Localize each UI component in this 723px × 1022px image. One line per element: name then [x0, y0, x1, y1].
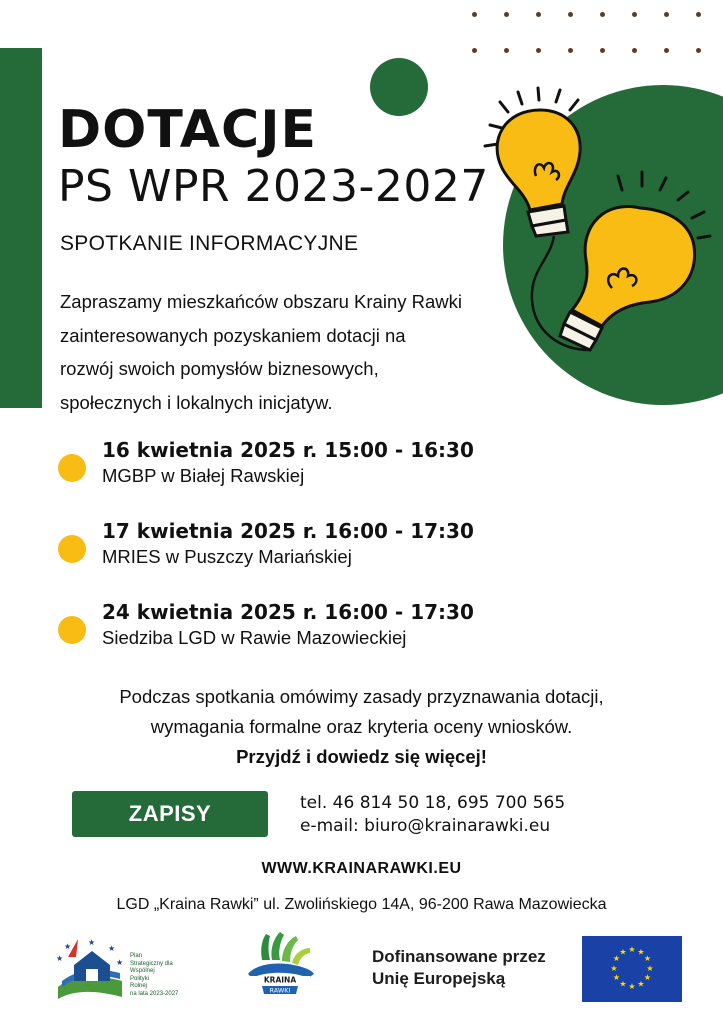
signup-button[interactable]: ZAPISY	[72, 791, 268, 837]
event-date: 16 kwietnia 2025 r. 15:00 - 16:30	[102, 438, 474, 462]
contact-info	[300, 792, 565, 838]
svg-text:★: ★	[628, 982, 636, 991]
svg-text:★: ★	[628, 945, 636, 954]
bullet-icon	[58, 535, 86, 563]
contact-email[interactable]: e-mail: biuro@krainarawki.eu	[300, 816, 551, 836]
event-place: Siedziba LGD w Rawie Mazowieckiej	[102, 627, 407, 648]
svg-text:★: ★	[643, 954, 652, 963]
bullet-icon	[58, 616, 86, 644]
svg-text:★: ★	[56, 954, 64, 963]
bullet-icon	[58, 454, 86, 482]
funding-line: Dofinansowane przez	[372, 947, 546, 966]
svg-text:★: ★	[64, 942, 72, 951]
svg-text:★: ★	[643, 973, 652, 982]
psp-wpr-logo-text: Plan Strategiczny dla Wspólnej Polityki Rolnej na lata 2023-2027	[130, 953, 179, 997]
event-date: 24 kwietnia 2025 r. 16:00 - 17:30	[102, 600, 474, 624]
decorative-circle-small	[370, 58, 428, 116]
intro-line: rozwój swoich pomysłów biznesowych,	[60, 358, 379, 379]
svg-text:★: ★	[108, 944, 116, 953]
page-title: DOTACJE	[58, 100, 318, 160]
kraina-logo-text-bottom: RAWKI	[269, 986, 291, 995]
eu-flag-icon	[582, 936, 682, 1002]
svg-text:★: ★	[612, 973, 621, 982]
summary-line: Podczas spotkania omówimy zasady przyznawania dotacji,	[119, 686, 604, 707]
meeting-type-label: SPOTKANIE INFORMACYJNE	[60, 232, 359, 255]
intro-line: zainteresowanych pozyskaniem dotacji na	[60, 324, 406, 346]
event-place: MRIES w Puszczy Mariańskiej	[102, 546, 352, 567]
intro-line: społecznych i lokalnych inicjatyw.	[60, 391, 333, 413]
call-to-action: Przyjdź i dowiedz się więcej!	[236, 746, 487, 767]
svg-text:★: ★	[619, 979, 627, 989]
svg-text:★: ★	[116, 958, 124, 967]
summary-text	[0, 682, 723, 772]
organization-address: LGD „Kraina Rawki” ul. Zwolińskiego 14A, 96-200 Rawa Mazowiecka	[116, 896, 607, 913]
svg-text:★: ★	[619, 947, 627, 957]
event-place: MGBP w Białej Rawskiej	[102, 465, 305, 486]
event-date: 17 kwietnia 2025 r. 16:00 - 17:30	[102, 519, 474, 543]
kraina-logo-text-top: KRAINA	[263, 975, 297, 985]
psp-wpr-emblem-icon	[52, 935, 128, 1005]
svg-text:★: ★	[637, 979, 645, 989]
summary-line: wymagania formalne oraz kryteria oceny wniosków.	[150, 716, 573, 737]
svg-text:★: ★	[610, 964, 618, 973]
svg-text:★: ★	[637, 947, 645, 957]
svg-text:★: ★	[646, 964, 654, 973]
eu-stars-icon	[582, 936, 682, 1002]
psp-wpr-logo	[52, 935, 197, 1005]
intro-line: Zapraszamy mieszkańców obszaru Krainy Rawki	[60, 291, 462, 312]
website-link[interactable]: WWW.KRAINARAWKI.EU	[261, 860, 462, 877]
intro-paragraph	[60, 285, 520, 419]
funding-line: Unię Europejską	[372, 969, 506, 988]
svg-text:★: ★	[88, 938, 96, 947]
contact-phone: tel. 46 814 50 18, 695 700 565	[300, 793, 566, 813]
kraina-rawki-logo	[240, 930, 320, 1005]
svg-text:★: ★	[612, 954, 621, 963]
page-subtitle: PS WPR 2023-2027	[58, 161, 489, 212]
left-accent-bar	[0, 48, 42, 408]
eu-funding-text	[372, 946, 546, 990]
